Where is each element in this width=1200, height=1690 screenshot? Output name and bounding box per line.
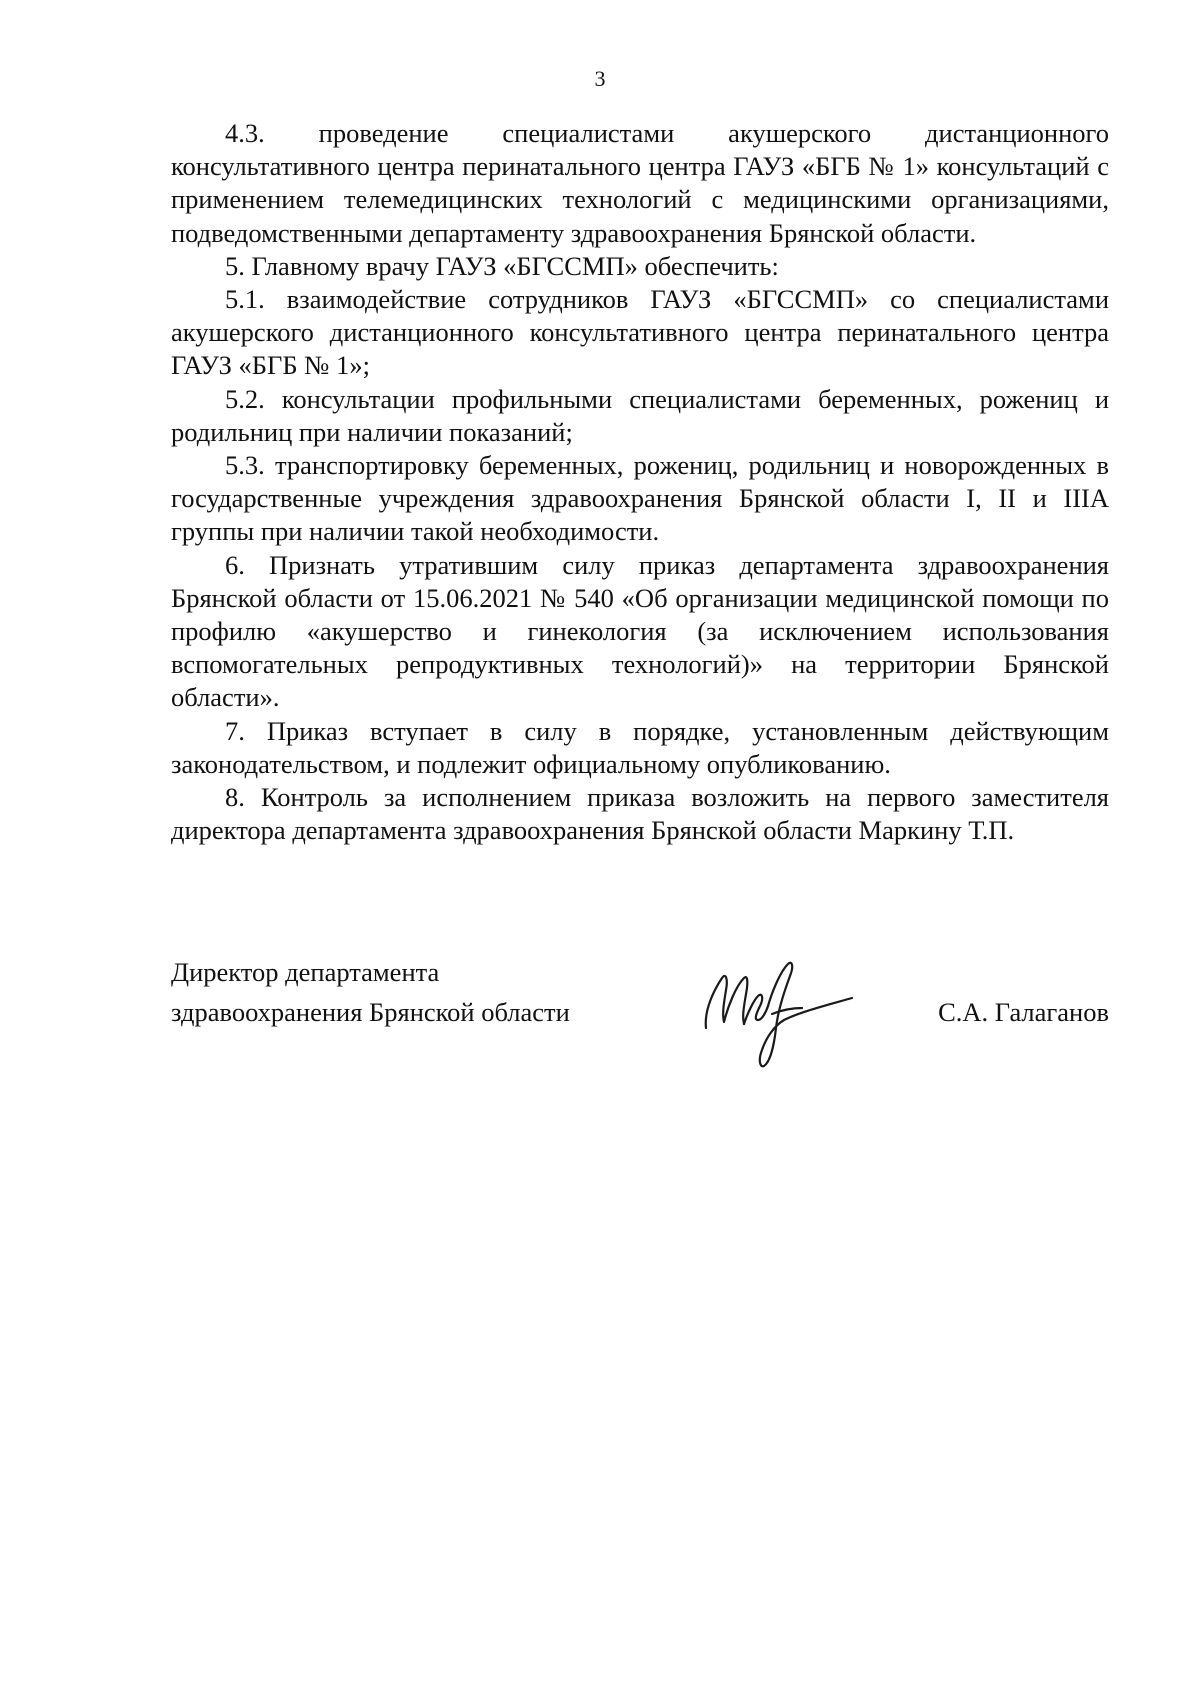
signatory-title-line-1: Директор департамента <box>171 957 440 987</box>
handwritten-signature <box>700 950 860 1080</box>
paragraph-6: 6. Признать утратившим силу приказ департамента здравоохранения Брянской области от 15.06.2021 № 540 «Об организации медицинской помощи по профилю «акушерство и гинекология (за исключением использования вспомогательных репродуктивных технологий)» на территории Брянской области». <box>171 549 1109 713</box>
signatory-title <box>171 952 570 1032</box>
paragraph-5-1: 5.1. взаимодействие сотрудников ГАУЗ «БГССМП» со специалистами акушерского дистанционного консультативного центра перинатального центра ГАУЗ «БГБ № 1»; <box>171 284 1109 381</box>
signatory-name: С.А. Галаганов <box>938 997 1109 1027</box>
paragraph-5-2: 5.2. консультации профильными специалистами беременных, рожениц и родильниц при наличии показаний; <box>171 383 1109 447</box>
signatory-title-line-2: здравоохранения Брянской области <box>171 997 570 1027</box>
paragraph-4-3: 4.3. проведение специалистами акушерского дистанционного консультативного центра перинатального центра ГАУЗ «БГБ № 1» консультаций с применением телемедицинских технологий с медицинскими организациями, подведомственными департаменту здравоохранения Брянской области. <box>171 118 1109 248</box>
document-body <box>171 117 1109 847</box>
paragraph-5: 5. Главному врачу ГАУЗ «БГССМП» обеспечить: <box>225 250 779 281</box>
paragraph-8: 8. Контроль за исполнением приказа возложить на первого заместителя директора департамента здравоохранения Брянской области Маркину Т.П. <box>171 782 1109 846</box>
paragraph-5-3: 5.3. транспортировку беременных, рожениц, родильниц и новорожденных в государственные учреждения здравоохранения Брянской области I, II и IIIА группы при наличии такой необходимости. <box>171 450 1109 547</box>
page-number: 3 <box>594 66 606 91</box>
paragraph-7: 7. Приказ вступает в силу в порядке, установленным действующим законодательством, и подлежит официальному опубликованию. <box>171 715 1109 779</box>
